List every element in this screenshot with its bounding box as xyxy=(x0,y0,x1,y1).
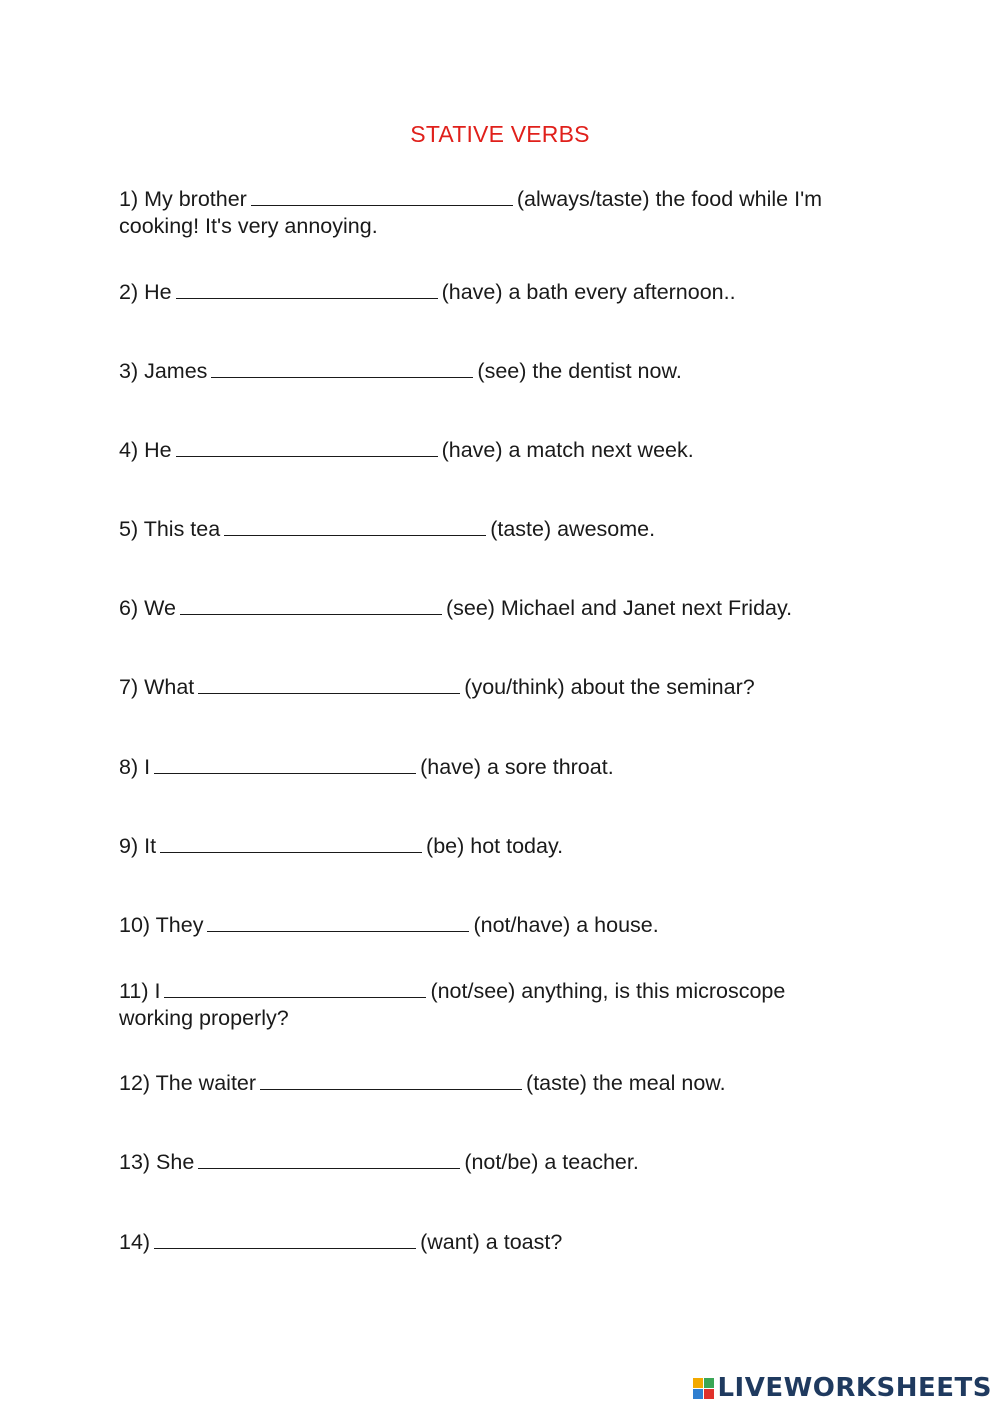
question-prefix: 10) They xyxy=(119,913,204,937)
answer-blank[interactable] xyxy=(180,596,442,615)
question-6 xyxy=(119,595,849,622)
question-11 xyxy=(119,978,849,1032)
question-suffix: (not/see) anything, is this microscope working properly? xyxy=(119,979,786,1030)
question-7 xyxy=(119,674,849,701)
question-suffix: (taste) the meal now. xyxy=(526,1071,726,1095)
question-prefix: 13) She xyxy=(119,1150,195,1174)
question-2 xyxy=(119,279,849,306)
logo-text: LIVEWORKSHEETS xyxy=(717,1373,992,1403)
answer-blank[interactable] xyxy=(154,1230,416,1249)
question-suffix: (have) a match next week. xyxy=(441,438,694,462)
question-1 xyxy=(119,186,849,240)
question-4 xyxy=(119,437,849,464)
answer-blank[interactable] xyxy=(198,1150,460,1169)
question-prefix: 8) I xyxy=(119,755,151,779)
answer-blank[interactable] xyxy=(176,438,438,457)
question-suffix: (not/have) a house. xyxy=(473,913,659,937)
logo-square xyxy=(704,1389,714,1399)
logo-mark-icon xyxy=(693,1378,714,1399)
question-suffix: (want) a toast? xyxy=(420,1230,563,1254)
worksheet-title: STATIVE VERBS xyxy=(410,121,590,147)
question-suffix: (have) a bath every afternoon.. xyxy=(441,280,736,304)
question-prefix: 14) xyxy=(119,1230,151,1254)
question-suffix: (taste) awesome. xyxy=(490,517,656,541)
question-14 xyxy=(119,1229,849,1256)
question-12 xyxy=(119,1070,849,1097)
question-8 xyxy=(119,754,849,781)
question-prefix: 4) He xyxy=(119,438,172,462)
question-prefix: 2) He xyxy=(119,280,172,304)
answer-blank[interactable] xyxy=(198,675,460,694)
logo-square xyxy=(704,1378,714,1388)
answer-blank[interactable] xyxy=(154,755,416,774)
answer-blank[interactable] xyxy=(211,359,473,378)
question-10 xyxy=(119,912,849,939)
question-5 xyxy=(119,516,849,543)
question-suffix: (see) Michael and Janet next Friday. xyxy=(445,596,793,620)
question-prefix: 11) I xyxy=(119,979,161,1003)
answer-blank[interactable] xyxy=(207,913,469,932)
logo-square xyxy=(693,1378,703,1388)
question-suffix: (be) hot today. xyxy=(426,834,564,858)
question-prefix: 12) The waiter xyxy=(119,1071,257,1095)
answer-blank[interactable] xyxy=(260,1071,522,1090)
question-suffix: (see) the dentist now. xyxy=(477,359,682,383)
answer-blank[interactable] xyxy=(251,187,513,206)
question-13 xyxy=(119,1149,849,1176)
answer-blank[interactable] xyxy=(164,979,426,998)
question-suffix: (not/be) a teacher. xyxy=(464,1150,639,1174)
question-prefix: 6) We xyxy=(119,596,176,620)
answer-blank[interactable] xyxy=(176,280,438,299)
liveworksheets-logo xyxy=(693,1373,992,1403)
question-3 xyxy=(119,358,849,385)
question-prefix: 3) James xyxy=(119,359,208,383)
logo-square xyxy=(693,1389,703,1399)
question-prefix: 7) What xyxy=(119,675,195,699)
question-prefix: 5) This tea xyxy=(119,517,221,541)
question-prefix: 9) It xyxy=(119,834,157,858)
question-suffix: (have) a sore throat. xyxy=(420,755,614,779)
answer-blank[interactable] xyxy=(224,517,486,536)
question-9 xyxy=(119,833,849,860)
answer-blank[interactable] xyxy=(160,834,422,853)
question-suffix: (always/taste) the food while I'm cooking! It's very annoying. xyxy=(119,187,823,238)
question-suffix: (you/think) about the seminar? xyxy=(464,675,755,699)
question-prefix: 1) My brother xyxy=(119,187,247,211)
